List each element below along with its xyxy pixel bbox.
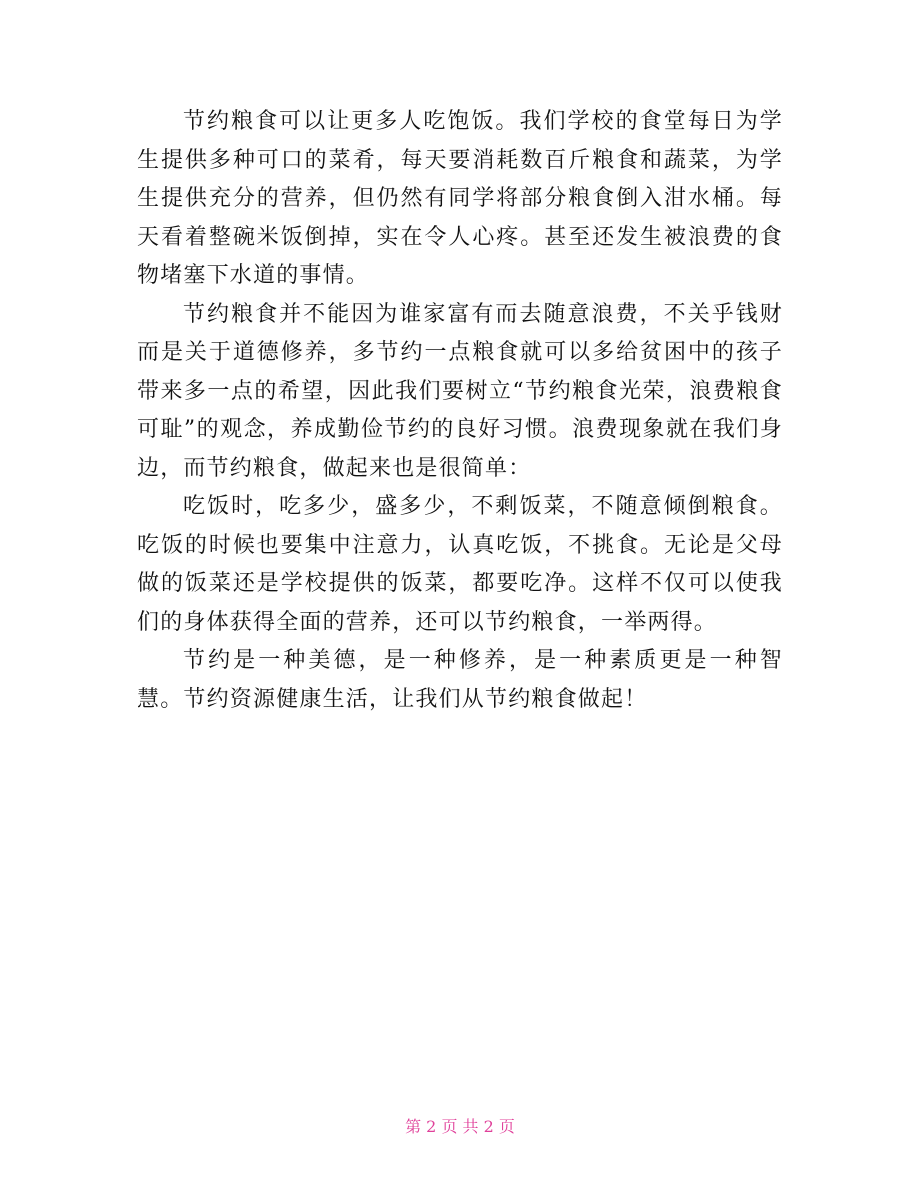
- paragraph-1: 节约粮食可以让更多人吃饱饭。我们学校的食堂每日为学生提供多种可口的菜肴，每天要消耗数百斤粮食和蔬菜，为学生提供充分的营养，但仍然有同学将部分粮食倒入泔水桶。每天看着整碗米饭倒掉，实在令人心疼。甚至还发生被浪费的食物堵塞下水道的事情。: [137, 109, 783, 288]
- paragraph-3: 吃饭时，吃多少，盛多少，不剩饭菜，不随意倾倒粮食。吃饭的时候也要集中注意力，认真吃饭，不挑食。无论是父母做的饭菜还是学校提供的饭菜，都要吃净。这样不仅可以使我们的身体获得全面的营养，还可以节约粮食，一举两得。: [137, 494, 783, 635]
- page-footer: [0, 1114, 920, 1137]
- paragraph-2: 节约粮食并不能因为谁家富有而去随意浪费，不关乎钱财而是关于道德修养，多节约一点粮食就可以多给贫困中的孩子带来多一点的希望，因此我们要树立“节约粮食光荣，浪费粮食可耻”的观念，养成勤俭节约的良好习惯。浪费现象就在我们身边，而节约粮食，做起来也是很简单：: [137, 301, 783, 481]
- document-body: [137, 103, 783, 719]
- paragraph-4: 节约是一种美德，是一种修养，是一种素质更是一种智慧。节约资源健康生活，让我们从节约粮食做起！: [137, 648, 783, 712]
- page-number-label: 第 2 页 共 2 页: [405, 1117, 515, 1136]
